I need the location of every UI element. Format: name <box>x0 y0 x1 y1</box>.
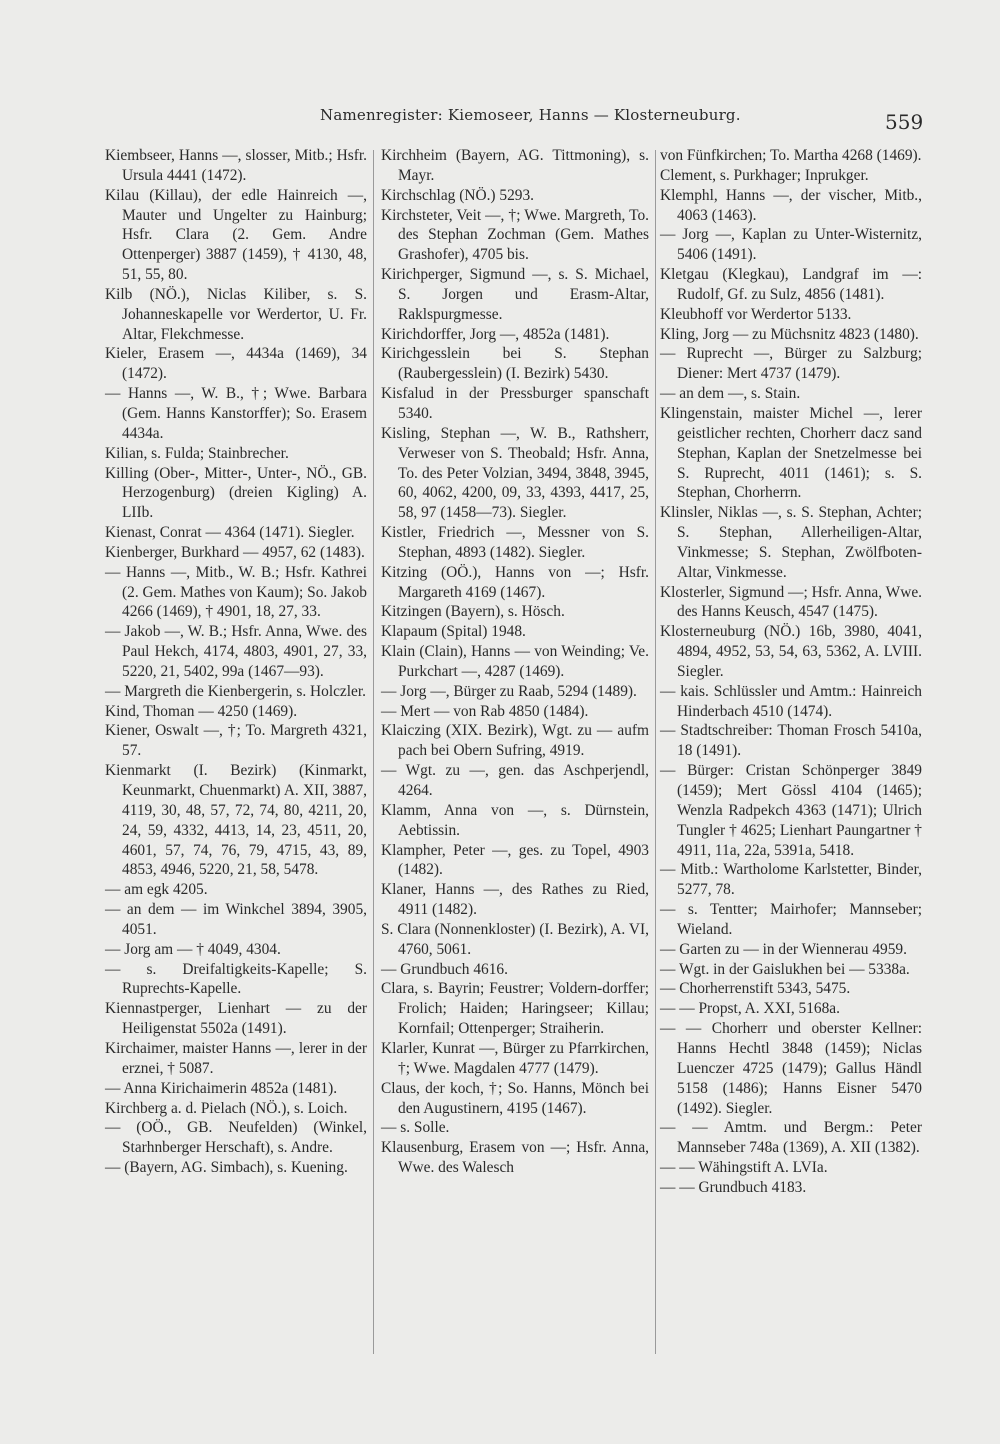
index-entry: Klaner, Hanns —, des Rathes zu Ried, 4911 (1482). <box>381 881 649 919</box>
index-entry: Claus, der koch, †; So. Hanns, Mönch bei den Augustinern, 4195 (1467). <box>381 1079 649 1117</box>
index-entry: Kienast, Conrat — 4364 (1471). Siegler. <box>105 524 355 542</box>
index-entry: Kistler, Friedrich —, Messner von S. Stephan, 4893 (1482). Siegler. <box>381 524 649 561</box>
index-entry: — an dem —, s. Stain. <box>660 385 801 403</box>
index-entry: Kind, Thoman — 4250 (1469). <box>105 702 298 720</box>
index-entry: — Jakob —, W. B.; Hsfr. Anna, Wwe. des Paul Hekch, 4174, 4803, 4901, 27, 33, 5220, 21, 5402, 99a (1467—93). <box>105 623 367 680</box>
index-entry: Killing (Ober-, Mitter-, Unter-, NÖ., GB. Herzogenburg) (dreien Kigling) A. LIIb. <box>105 464 367 522</box>
index-entry: — Mitb.: Wartholome Karlstetter, Binder, 5277, 78. <box>660 861 922 899</box>
index-entry: Kienmarkt (I. Bezirk) (Kinmarkt, Keunmarkt, Chuenmarkt) A. XII, 3887, 4119, 30, 48, 57, 72, 74, 80, 4211, 20, 24, 59, 4332, 4413, 14, 23, 4511, 20, 4601, 57, 74, 76, 79, 4715, 43, 89, 4853, 4946, 5220, 21, 58, 5478. <box>105 762 367 879</box>
index-entry: Kiembseer, Hanns —, slosser, Mitb.; Hsfr. Ursula 4441 (1472). <box>105 147 367 184</box>
index-entry: Kirchsteter, Veit —, †; Wwe. Margreth, To. des Stephan Zochman (Gem. Mathes Grashofer), 4705 bis. <box>381 206 649 264</box>
index-entry: Klausenburg, Erasem von —; Hsfr. Anna, Wwe. des Walesch <box>381 1139 649 1177</box>
index-entry: — (Bayern, AG. Simbach), s. Kuening. <box>105 1159 348 1177</box>
index-entry: Clara, s. Bayrin; Feustrer; Voldern-dorffer; Frolich; Haiden; Haringseer; Killau; Kornfail; Ottenperger; Straiherin. <box>381 980 649 1038</box>
index-entry: Kletgau (Klegkau), Landgraf im —: Rudolf, Gf. zu Sulz, 4856 (1481). <box>660 266 922 303</box>
index-entry: — s. Tentter; Mairhofer; Mannseber; Wieland. <box>660 901 922 938</box>
index-entry: Kieler, Erasem —, 4434a (1469), 34 (1472). <box>105 345 367 383</box>
index-entry: Klaiczing (XIX. Bezirk), Wgt. zu — aufm pach bei Obern Sufring, 4919. <box>381 722 649 760</box>
index-entry: — Jorg —, Kaplan zu Unter-Wisternitz, 5406 (1491). <box>660 226 922 264</box>
index-entry: — — Propst, A. XXI, 5168a. <box>660 1000 840 1018</box>
index-entry: von Fünfkirchen; To. Martha 4268 (1469). <box>660 147 922 164</box>
index-entry: Kiener, Oswalt —, †; To. Margreth 4321, 57. <box>105 722 367 760</box>
index-entry: Klarler, Kunrat —, Bürger zu Pfarrkirchen, †; Wwe. Magdalen 4777 (1479). <box>381 1039 649 1077</box>
index-entry: Klinsler, Niklas —, s. S. Stephan, Achter; S. Stephan, Allerheiligen-Altar, Vinkmesse; S. Stephan, Zwölfboten-Altar, Vinkmesse. <box>660 504 922 581</box>
index-entry: Klingenstain, maister Michel —, lerer geistlicher rechten, Chorherr dacz sand Stephan, Kaplan der Snetzelmesse bei S. Ruprecht, 4011 (1461); s. S. Stephan, Chorherrn. <box>660 404 922 502</box>
index-entry: — Grundbuch 4616. <box>381 960 508 978</box>
index-entry: — am egk 4205. <box>105 881 208 899</box>
index-entry: — — Grundbuch 4183. <box>660 1178 807 1196</box>
index-entry: Kirchheim (Bayern, AG. Tittmoning), s. Mayr. <box>381 147 649 184</box>
index-entry: — Chorherrenstift 5343, 5475. <box>660 980 851 998</box>
index-entry: — Hanns —, W. B., †; Wwe. Barbara (Gem. Hanns Kanstorffer); So. Erasem 4434a. <box>105 385 367 442</box>
index-entry: Kirichgesslein bei S. Stephan (Raubergesslein) (I. Bezirk) 5430. <box>381 345 649 383</box>
index-entry: Kirichperger, Sigmund —, s. S. Michael, S. Jorgen und Erasm-Altar, Raklspurgmesse. <box>381 266 649 323</box>
index-entry: Kirchberg a. d. Pielach (NÖ.), s. Loich. <box>105 1099 348 1117</box>
index-entry: Kling, Jorg — zu Müchsnitz 4823 (1480). <box>660 325 919 343</box>
index-entry: Klemphl, Hanns —, der vischer, Mitb., 4063 (1463). <box>660 186 922 224</box>
index-entry: — Garten zu — in der Wiennerau 4959. <box>660 940 907 958</box>
index-entry: Klain (Clain), Hanns — von Weinding; Ve. Purkchart —, 4287 (1469). <box>381 643 649 680</box>
index-entry: Kiennastperger, Lienhart — zu der Heiligenstat 5502a (1491). <box>105 1000 367 1038</box>
index-column-middle <box>381 146 649 1178</box>
index-entry: — Stadtschreiber: Thoman Frosch 5410a, 18 (1491). <box>660 722 922 760</box>
index-entry: — Anna Kirichaimerin 4852a (1481). <box>105 1079 338 1097</box>
index-entry: Kisfalud in der Pressburger spanschaft 5340. <box>381 385 649 422</box>
index-entry: Klosterler, Sigmund —; Hsfr. Anna, Wwe. des Hanns Keusch, 4547 (1475). <box>660 583 922 621</box>
index-entry: — Mert — von Rab 4850 (1484). <box>381 702 589 720</box>
index-entry: — Jorg —, Bürger zu Raab, 5294 (1489). <box>381 682 637 700</box>
index-entry: — s. Solle. <box>381 1119 450 1137</box>
index-entry: — (OÖ., GB. Neufelden) (Winkel, Starhnberger Herschaft), s. Andre. <box>105 1119 367 1157</box>
index-entry: Kirchaimer, maister Hanns —, lerer in der erznei, † 5087. <box>105 1039 367 1077</box>
index-entry: Kirchschlag (NÖ.) 5293. <box>381 186 535 204</box>
index-entry: — — Amtm. und Bergm.: Peter Mannseber 748a (1369), A. XII (1382). <box>660 1119 922 1157</box>
index-entry: Kienberger, Burkhard — 4957, 62 (1483). <box>105 543 365 561</box>
index-entry: — Bürger: Cristan Schönperger 3849 (1459); Mert Gössl 4104 (1465); Wenzla Radpekch 4363 (1471); Ulrich Tungler † 4625; Lienhart Paungartner † 4911, 11a, 22a, 5391a, 5418. <box>660 762 922 859</box>
index-entry: — s. Dreifaltigkeits-Kapelle; S. Ruprechts-Kapelle. <box>105 960 367 998</box>
index-entry: Kilb (NÖ.), Niclas Kiliber, s. S. Johanneskapelle vor Werdertor, U. Fr. Altar, Flekchmesse. <box>105 285 367 343</box>
column-divider <box>373 150 374 1354</box>
index-entry: Kirichdorffer, Jorg —, 4852a (1481). <box>381 325 610 343</box>
index-entry: — Wgt. in der Gaislukhen bei — 5338a. <box>660 960 910 978</box>
index-entry: Clement, s. Purkhager; Inprukger. <box>660 166 869 184</box>
index-entry: Klosterneuburg (NÖ.) 16b, 3980, 4041, 4894, 4952, 53, 54, 63, 5362, A. LVIII. Siegler. <box>660 623 922 680</box>
index-entry: — kais. Schlüssler und Amtm.: Hainreich Hinderbach 4510 (1474). <box>660 682 922 720</box>
index-column-right <box>660 146 922 1198</box>
index-entry: — — Wähingstift A. LVIa. <box>660 1159 828 1177</box>
page-number: 559 <box>885 110 924 134</box>
running-head: Namenregister: Kiemoseer, Hanns — Klosterneuburg. <box>320 106 741 124</box>
index-entry: Klapaum (Spital) 1948. <box>381 623 526 641</box>
index-entry: — Ruprecht —, Bürger zu Salzburg; Diener: Mert 4737 (1479). <box>660 345 922 383</box>
index-entry: — Hanns —, Mitb., W. B.; Hsfr. Kathrei (2. Gem. Mathes von Kaum); So. Jakob 4266 (1469), † 4901, 18, 27, 33. <box>105 563 367 621</box>
index-entry: Kisling, Stephan —, W. B., Rathsherr, Verweser von S. Theobald; Hsfr. Anna, To. des Peter Volzian, 3494, 3848, 3945, 60, 4062, 4200, 09, 33, 4393, 4417, 25, 58, 97 (1458—73). Siegler. <box>381 424 649 522</box>
index-entry: Klampher, Peter —, ges. zu Topel, 4903 (1482). <box>381 841 649 879</box>
index-entry: S. Clara (Nonnenkloster) (I. Bezirk), A. VI, 4760, 5061. <box>381 920 649 958</box>
index-entry: Klamm, Anna von —, s. Dürnstein, Aebtissin. <box>381 801 649 839</box>
column-divider <box>655 150 656 1354</box>
index-entry: — Jorg am — † 4049, 4304. <box>105 940 281 958</box>
index-entry: — Margreth die Kienbergerin, s. Holczler. <box>105 682 366 700</box>
index-entry: Kitzing (OÖ.), Hanns von —; Hsfr. Margareth 4169 (1467). <box>381 563 649 601</box>
index-entry: Kleubhoff vor Werdertor 5133. <box>660 305 852 323</box>
index-entry: Kilian, s. Fulda; Stainbrecher. <box>105 444 289 462</box>
index-entry: Kilau (Killau), der edle Hainreich —, Mauter und Ungelter zu Hainburg; Hsfr. Clara (2. Gem. Andre Ottenperger) 3887 (1459), † 4130, 48, 51, 55, 80. <box>105 186 367 284</box>
index-entry: — Wgt. zu —, gen. das Aschperjendl, 4264. <box>381 762 649 799</box>
index-entry: — — Chorherr und oberster Kellner: Hanns Hechtl 3848 (1459); Niclas Luenczer 4725 (1479); Gallus Händl 5158 (1486); Hanns Eisner 5470 (1492). Siegler. <box>660 1020 922 1117</box>
index-entry: — an dem — im Winkchel 3894, 3905, 4051. <box>105 901 367 938</box>
index-column-left <box>105 146 367 1178</box>
index-entry: Kitzingen (Bayern), s. Hösch. <box>381 603 565 621</box>
